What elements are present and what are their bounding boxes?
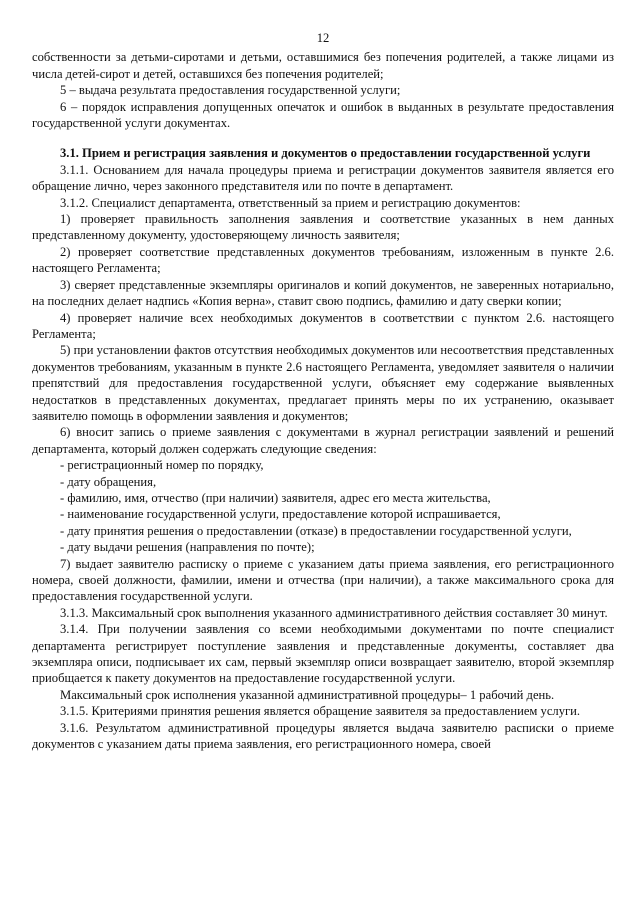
journal-field: - дату принятия решения о предоставлении (отказе) в предоставлении государственной услуги, xyxy=(60,523,572,538)
journal-field: - регистрационный номер по порядку, xyxy=(60,458,264,473)
paragraph-3-1-4: 3.1.4. При получении заявления со всеми необходимыми документами по почте специалист департамента регистрирует поступление заявления и представленные документы, составляет два экземпляра описи, подписывает их сам, первый экземпляр описи возвращает заявителю, второй экземпляр приобщается к пакету документов на предоставление государственной услуги. xyxy=(32,622,614,686)
page-number: 12 xyxy=(316,31,330,45)
paragraph-3-1-3: 3.1.3. Максимальный срок выполнения указанного административного действия составляет 30 минут. xyxy=(60,605,608,620)
section-heading-3-1: 3.1. Прием и регистрация заявления и документов о предоставлении государственной услуги xyxy=(60,146,591,161)
list-item-6: 6 – порядок исправления допущенных опечаток и ошибок в выданных в результате предоставления государственной услуги документах. xyxy=(32,99,614,131)
duty-item-3: 3) сверяет представленные экземпляры оригиналов и копий документов, не заверенных нотариально, на последних делает надпись «Копия верна», ставит свою подпись, фамилию и дату сверки копии; xyxy=(32,277,614,309)
paragraph-3-1-5: 3.1.5. Критериями принятия решения является обращение заявителя за предоставлением услуги. xyxy=(60,704,581,719)
journal-field: - дату выдачи решения (направления по почте); xyxy=(60,540,315,555)
list-item-5: 5 – выдача результата предоставления государственной услуги; xyxy=(60,83,401,98)
paragraph-3-1-6: 3.1.6. Результатом административной процедуры является выдача заявителю расписки о приеме документов с указанием даты приема заявления, его регистрационного номера, своей xyxy=(32,720,614,752)
duty-item-1: 1) проверяет правильность заполнения заявления и соответствие указанных в нем данных представленному документу, удостоверяющему личность заявителя; xyxy=(32,212,614,243)
duty-item-4: 4) проверяет наличие всех необходимых документов в соответствии с пунктом 2.6. настоящего Регламента; xyxy=(32,310,614,341)
duty-item-7: 7) выдает заявителю расписку о приеме с указанием даты приема заявления, его регистрационного номера, своей должности, фамилии, имени и отчества (при наличии), а также максимального срока для предоставления государственной услуги. xyxy=(32,556,614,604)
duty-item-6: 6) вносит запись о приеме заявления с документами в журнал регистрации заявлений и решений департамента, который должен содержать следующие сведения: xyxy=(32,425,614,456)
duty-item-5: 5) при установлении фактов отсутствия необходимых документов или несоответствия представленных документов требованиям, указанным в пункте 2.6 настоящего Регламента, уведомляет заявителя о наличии препятствий для предоставления государственной услуги, объясняет ему содержание выявленных недостатков в представленных документах, предлагает принять меры по их устранению, оказывает заявителю помощь в оформлении заявления и документов; xyxy=(32,343,614,423)
journal-field: - наименование государственной услуги, предоставление которой испрашивается, xyxy=(60,507,501,522)
duty-item-2: 2) проверяет соответствие представленных документов требованиям, изложенным в пункте 2.6. настоящего Регламента; xyxy=(32,244,614,276)
journal-field: - дату обращения, xyxy=(60,474,157,489)
paragraph-continuation: собственности за детьми-сиротами и детьми, оставшимися без попечения родителей, а также лицами из числа детей-сирот и детей, оставшихся без попечения родителей; xyxy=(32,50,614,81)
journal-field: - фамилию, имя, отчество (при наличии) заявителя, адрес его места жительства, xyxy=(60,490,491,505)
paragraph-3-1-2: 3.1.2. Специалист департамента, ответственный за прием и регистрацию документов: xyxy=(60,195,521,210)
paragraph-3-1-1: 3.1.1. Основанием для начала процедуры приема и регистрации документов заявителя является его обращение лично, через законного представителя или по почте в департамент. xyxy=(32,162,614,194)
paragraph-max-term: Максимальный срок исполнения указанной административной процедуры– 1 рабочий день. xyxy=(60,687,555,702)
